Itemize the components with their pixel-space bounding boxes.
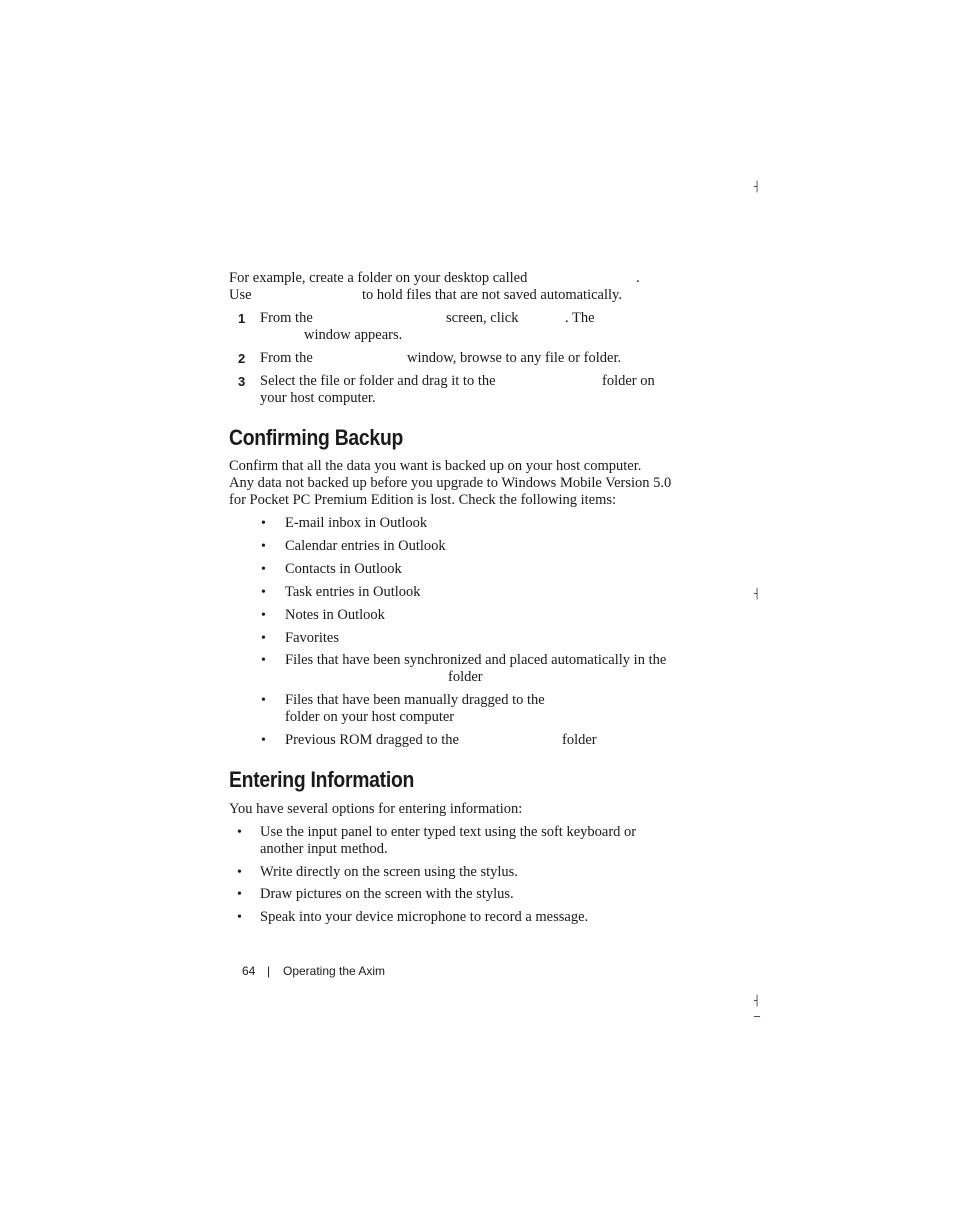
bullet-icon: •: [261, 608, 266, 623]
bullet-icon: •: [261, 631, 266, 646]
step-number: 3: [238, 374, 246, 389]
list-item-text: another input method.: [260, 841, 388, 857]
paragraph-line: Any data not backed up before you upgrade to Windows Mobile Version 5.0: [229, 475, 672, 491]
bullet-icon: •: [261, 539, 266, 554]
bullet-icon: •: [237, 910, 242, 925]
list-item-text: Task entries in Outlook: [285, 584, 421, 600]
step-text: screen, click: [446, 310, 519, 326]
bullet-icon: •: [261, 562, 266, 577]
list-item-text: Use the input panel to enter typed text using the soft keyboard or: [260, 824, 637, 840]
list-item-text: Draw pictures on the screen with the stylus.: [260, 886, 514, 902]
step-text: your host computer.: [260, 390, 376, 406]
step-text: window, browse to any file or folder.: [407, 350, 622, 366]
list-item-text: Favorites: [285, 630, 339, 646]
list-item-text: Notes in Outlook: [285, 607, 385, 623]
intro-text: Use: [229, 287, 252, 303]
paragraph-line: for Pocket PC Premium Edition is lost. Check the following items:: [229, 492, 617, 508]
bullet-icon: •: [237, 825, 242, 840]
list-item-text: folder: [448, 669, 483, 685]
list-item-text: Files that have been synchronized and placed automatically in the: [285, 652, 667, 668]
step-text: From the: [260, 310, 313, 326]
intro-text: to hold files that are not saved automatically.: [362, 287, 622, 303]
step-text: . The: [565, 310, 595, 326]
section-heading-confirming-backup: Confirming Backup: [229, 425, 404, 450]
bullet-icon: •: [261, 585, 266, 600]
step-text: Select the file or folder and drag it to the: [260, 373, 496, 389]
crop-mark: ┤: [754, 182, 761, 193]
bullet-icon: •: [261, 653, 266, 668]
list-item-text: Contacts in Outlook: [285, 561, 402, 577]
intro-text: For example, create a folder on your desktop called: [229, 270, 528, 286]
bullet-icon: •: [237, 887, 242, 902]
crop-mark: ┤: [754, 589, 761, 600]
step-text: folder on: [602, 373, 655, 389]
crop-mark: ┤: [754, 996, 761, 1007]
footer-separator: |: [267, 964, 271, 978]
step-text: window appears.: [304, 327, 403, 343]
bullet-icon: •: [261, 733, 266, 748]
footer-section-title: Operating the Axim: [283, 964, 386, 978]
paragraph-line: Confirm that all the data you want is backed up on your host computer.: [229, 458, 642, 474]
list-item-text: folder on your host computer: [285, 709, 455, 725]
step-number: 2: [238, 351, 246, 366]
list-item-text: Write directly on the screen using the stylus.: [260, 864, 518, 880]
step-text: From the: [260, 350, 313, 366]
section-heading-entering-information: Entering Information: [229, 767, 415, 792]
list-item-text: Files that have been manually dragged to the: [285, 692, 545, 708]
intro-text: .: [636, 270, 640, 286]
list-item-text: Previous ROM dragged to the: [285, 732, 459, 748]
paragraph-line: You have several options for entering information:: [229, 801, 523, 817]
list-item-text: E-mail inbox in Outlook: [285, 515, 428, 531]
bullet-icon: •: [261, 516, 266, 531]
list-item-text: Speak into your device microphone to record a message.: [260, 909, 589, 925]
bullet-icon: •: [237, 865, 242, 880]
list-item-text: Calendar entries in Outlook: [285, 538, 446, 554]
step-number: 1: [238, 311, 246, 326]
bullet-icon: •: [261, 693, 266, 708]
page-number: 64: [242, 964, 256, 978]
list-item-text: folder: [562, 732, 597, 748]
crop-mark: ─: [754, 1012, 761, 1023]
